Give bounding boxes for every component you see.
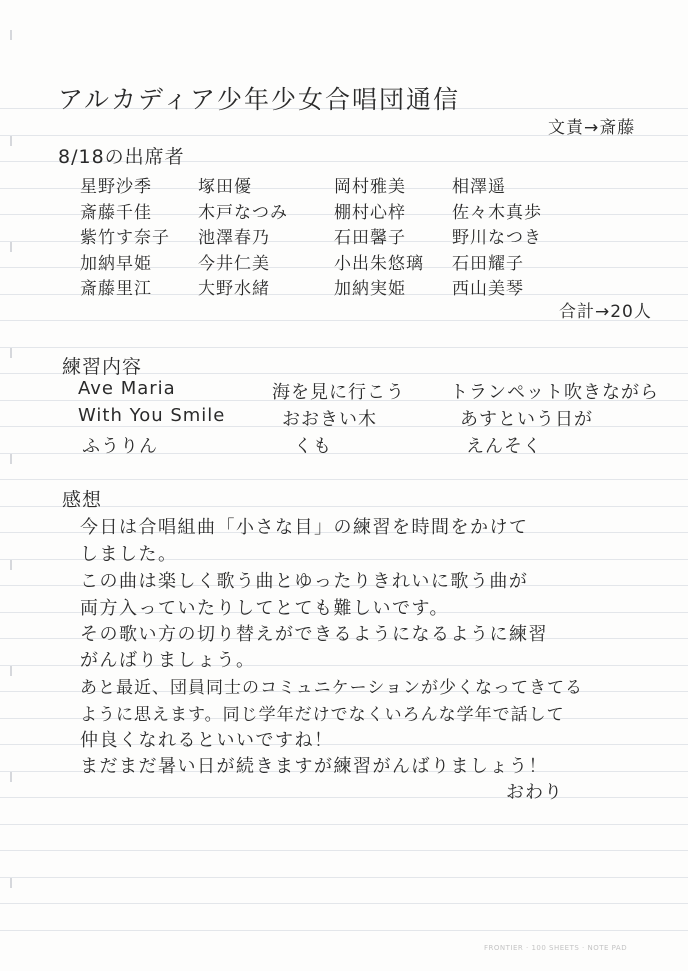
margin-tick <box>10 454 12 464</box>
author-note: 文責→斎藤 <box>548 118 636 138</box>
song-title: トランペット吹きながら <box>450 382 659 403</box>
margin-tick <box>10 242 12 252</box>
attendee-name: 加納早姫 <box>80 254 152 274</box>
attendee-name: 加納実姫 <box>334 279 406 299</box>
attendee-name: 斎藤千佳 <box>80 203 152 223</box>
song-title: With You Smile <box>78 405 226 426</box>
ruled-line <box>0 797 688 798</box>
attendee-name: 野川なつき <box>452 228 542 248</box>
impression-line: 今日は合唱組曲「小さな目」の練習を時間をかけて <box>80 517 529 538</box>
impression-line: この曲は楽しく歌う曲とゆったりきれいに歌う曲が <box>80 571 529 592</box>
attendee-name: 大野水緒 <box>198 279 270 299</box>
attendee-name: 池澤春乃 <box>198 228 270 248</box>
impression-line: まだまだ暑い日が続きますが練習がんばりましょう！ <box>80 756 548 777</box>
closing-signoff: おわり <box>506 782 563 803</box>
margin-tick <box>10 666 12 676</box>
song-title: 海を見に行こう <box>272 382 405 403</box>
attendee-name: 塚田優 <box>198 177 252 197</box>
attendee-name: 木戸なつみ <box>198 203 288 223</box>
attendee-name: 小出朱悠璃 <box>334 254 424 274</box>
attendee-name: 岡村雅美 <box>334 177 406 197</box>
impression-line: 仲良くなれるといいですね！ <box>80 730 334 751</box>
attendee-name: 佐々木真歩 <box>452 203 542 223</box>
margin-tick <box>10 136 12 146</box>
margin-tick <box>10 878 12 888</box>
impression-line: ように思えます。同じ学年だけでなくいろんな学年で話して <box>80 705 565 725</box>
attendee-name: 西山美琴 <box>452 279 524 299</box>
song-title: えんそく <box>466 436 542 457</box>
attendee-name: 紫竹す奈子 <box>80 228 170 248</box>
margin-tick <box>10 348 12 358</box>
attendee-name: 今井仁美 <box>198 254 270 274</box>
practice-heading: 練習内容 <box>62 356 143 378</box>
impression-line: しました。 <box>80 544 178 565</box>
song-title: おおきい木 <box>282 409 377 430</box>
page-title: アルカディア少年少女合唱団通信 <box>58 85 461 114</box>
attendee-name: 星野沙季 <box>80 177 152 197</box>
impression-line: あと最近、団員同士のコミュニケーションが少くなってきてる <box>80 678 583 698</box>
attendee-name: 石田耀子 <box>452 254 524 274</box>
notepad-footer-print: FRONTIER · 100 SHEETS · NOTE PAD <box>484 944 628 952</box>
song-title: Ave Maria <box>78 378 176 399</box>
ruled-line <box>0 930 688 931</box>
attendee-name: 相澤遥 <box>452 177 506 197</box>
impression-line: 両方入っていたりしてとても難しいです。 <box>80 598 450 619</box>
impression-line: がんばりましょう。 <box>80 650 256 671</box>
attendance-heading: 8/18の出席者 <box>58 146 185 168</box>
impression-line: その歌い方の切り替えができるようになるように練習 <box>80 624 548 645</box>
song-title: ふうりん <box>82 436 158 457</box>
margin-tick <box>10 560 12 570</box>
attendance-total: 合計→20人 <box>559 302 652 322</box>
ruled-line <box>0 903 688 904</box>
impressions-heading: 感想 <box>62 489 103 511</box>
ruled-line <box>0 347 688 348</box>
margin-tick <box>10 772 12 782</box>
ruled-line <box>0 877 688 878</box>
song-title: あすという日が <box>460 409 593 430</box>
ruled-line <box>0 824 688 825</box>
attendee-name: 棚村心梓 <box>334 203 406 223</box>
song-title: くも <box>294 436 332 457</box>
ruled-line <box>0 850 688 851</box>
ruled-line <box>0 506 688 507</box>
margin-tick <box>10 30 12 40</box>
attendee-name: 石田馨子 <box>334 228 406 248</box>
ruled-line <box>0 479 688 480</box>
attendee-name: 斎藤里江 <box>80 279 152 299</box>
